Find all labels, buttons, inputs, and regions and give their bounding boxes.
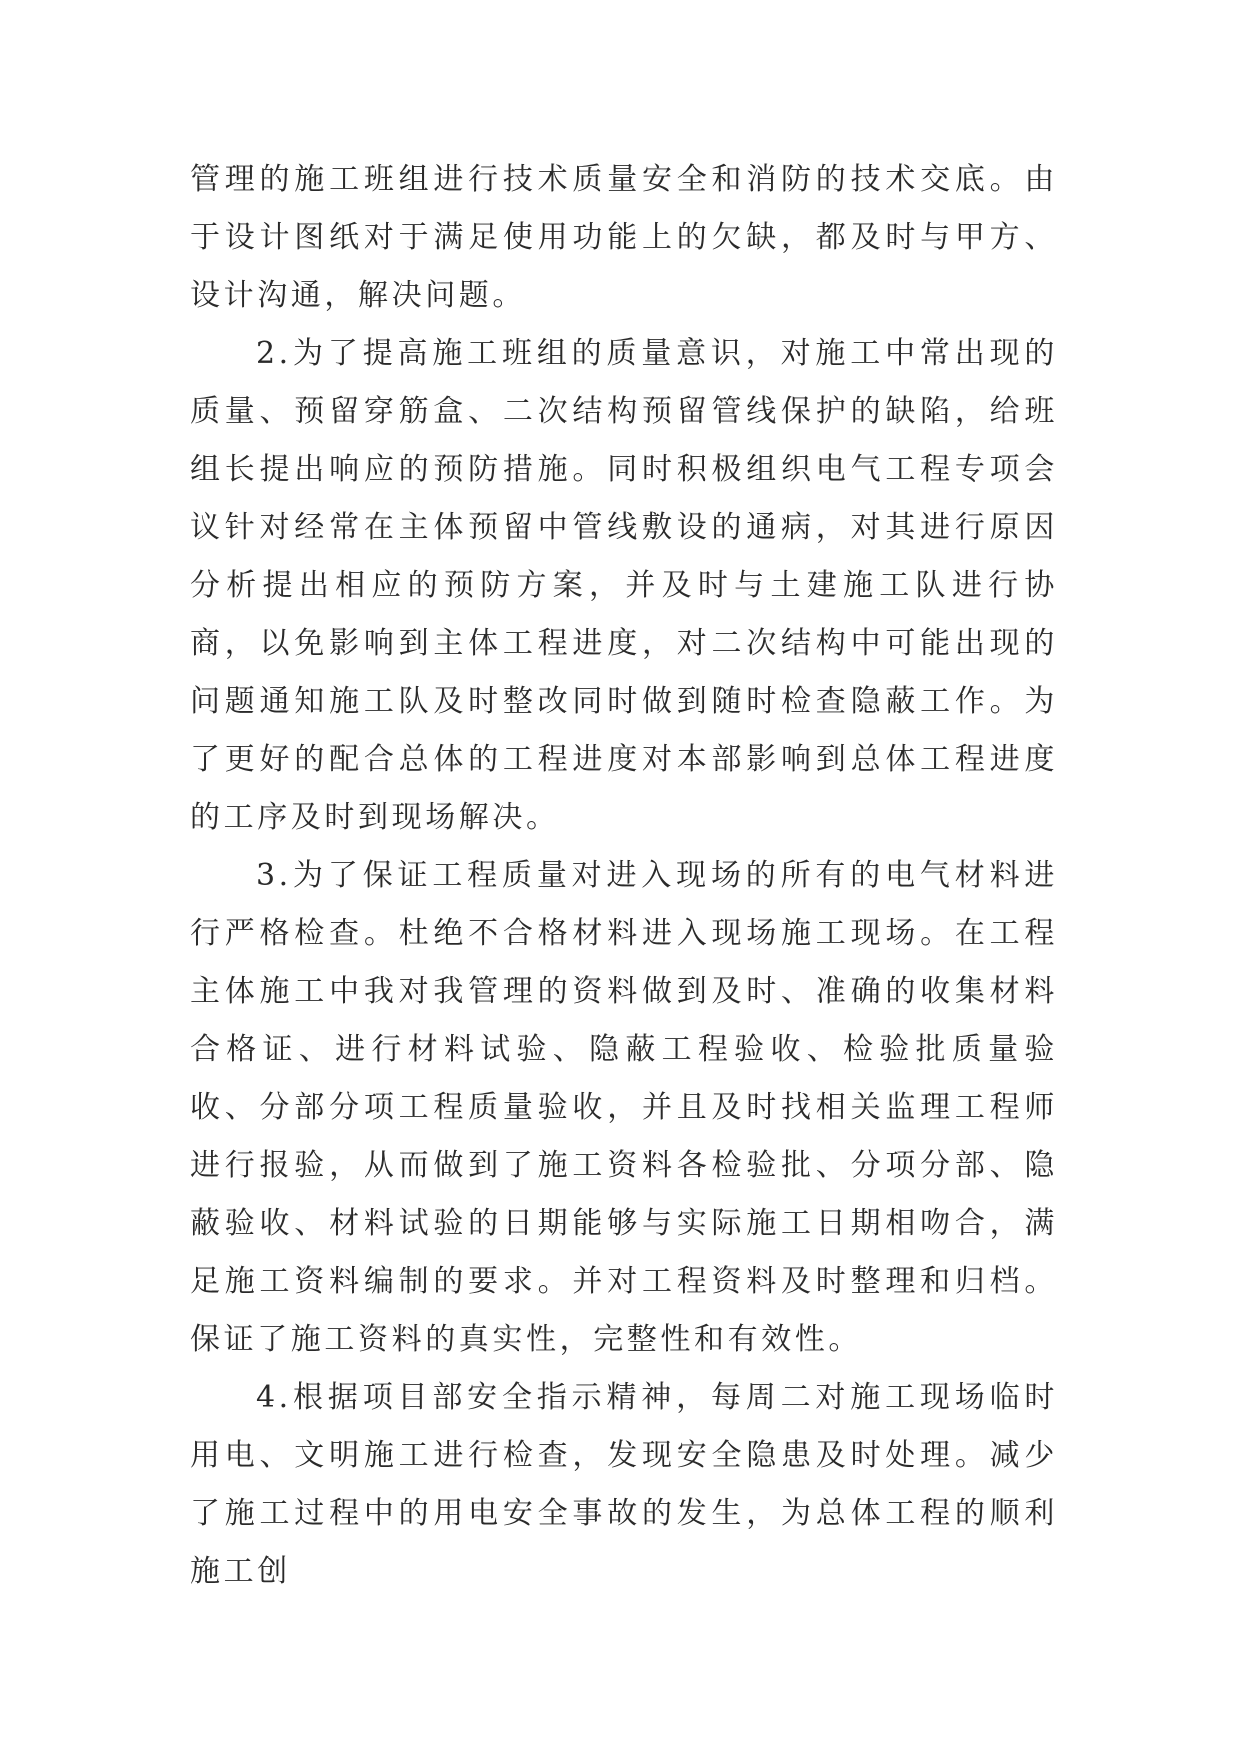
paragraph-continuation: 管理的施工班组进行技术质量安全和消防的技术交底。由于设计图纸对于满足使用功能上的欠缺，都及时与甲方、设计沟通，解决问题。	[190, 162, 1058, 313]
paragraph-item-2: 2.为了提高施工班组的质量意识，对施工中常出现的质量、预留穿筋盒、二次结构预留管线保护的缺陷，给班组长提出响应的预防措施。同时积极组织电气工程专项会议针对经常在主体预留中管线敷设的通病，对其进行原因分析提出相应的预防方案，并及时与土建施工队进行协商，以免影响到主体工程进度，对二次结构中可能出现的问题通知施工队及时整改同时做到随时检查隐蔽工作。为了更好的配合总体的工程进度对本部影响到总体工程进度的工序及时到现场解决。	[190, 336, 1058, 835]
document-body	[190, 151, 1058, 1601]
paragraph-item-4: 4.根据项目部安全指示精神，每周二对施工现场临时用电、文明施工进行检查，发现安全隐患及时处理。减少了施工过程中的用电安全事故的发生，为总体工程的顺利施工创	[190, 1380, 1058, 1589]
paragraph-item-3: 3.为了保证工程质量对进入现场的所有的电气材料进行严格检查。杜绝不合格材料进入现场施工现场。在工程主体施工中我对我管理的资料做到及时、准确的收集材料合格证、进行材料试验、隐蔽工程验收、检验批质量验收、分部分项工程质量验收，并且及时找相关监理工程师进行报验，从而做到了施工资料各检验批、分项分部、隐蔽验收、材料试验的日期能够与实际施工日期相吻合，满足施工资料编制的要求。并对工程资料及时整理和归档。保证了施工资料的真实性，完整性和有效性。	[190, 858, 1058, 1357]
